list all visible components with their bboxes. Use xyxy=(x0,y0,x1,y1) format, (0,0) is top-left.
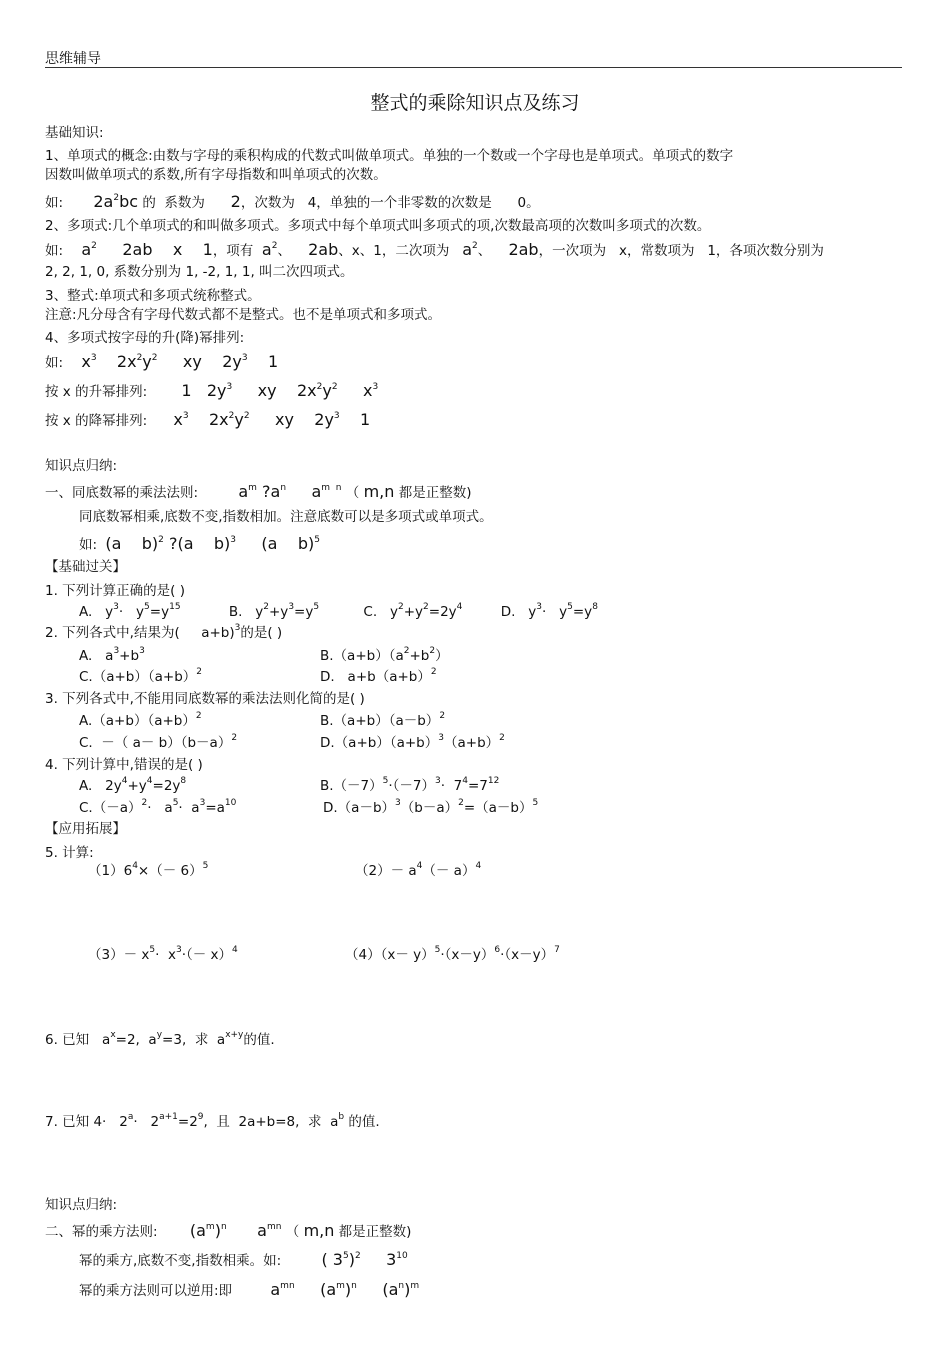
example-prefix: 如: xyxy=(45,195,64,211)
question-7: 7. 已知 $4\cdot 2^a\cdot 2^{a+1}=2^9$, 且 2a+b=8, 求 $a^b$ 的值. xyxy=(45,1112,380,1130)
example-prefix: 如: xyxy=(45,243,64,259)
question-2-option-d: D. $a+b(a+b)^2$ xyxy=(320,667,437,685)
basic-section-heading: 【基础过关】 xyxy=(45,559,126,575)
question-4: 4. 下列计算中,错误的是( ) xyxy=(45,757,203,773)
polynomial-definition: 2、多项式:几个单项式的和叫做多项式。多项式中每个单项式叫多项式的项,次数最高项的次数叫多项式的次数。 xyxy=(45,218,711,234)
question-1: 1. 下列计算正确的是( ) xyxy=(45,583,185,599)
product-rule-description: 同底数幂相乘,底数不变,指数相加。注意底数可以是多项式或单项式。 xyxy=(79,509,493,525)
descending-order: 按 x 的降幂排列: $x^3$ $2x^2y^2$ xy $2y^3$ 1 xyxy=(45,410,371,429)
ordering-heading: 4、多项式按字母的升(降)幂排列: xyxy=(45,330,245,346)
question-4-option-a: A. $2y^4+y^4=2y^8$ xyxy=(79,776,187,794)
question-5-part-1: $(1)6^4\times(- 6)^5$ xyxy=(88,861,209,879)
power-rule: 二、幂的乘方法则: $(a^m)^n$ $a^{mn}$ （ m,n 都是正整数) xyxy=(45,1221,412,1240)
question-4-option-c: $C.(-a)^2\cdot a^5\cdot a^3=a^{10}$ xyxy=(79,798,237,816)
summary-heading-2: 知识点归纳: xyxy=(45,1197,118,1213)
question-3-option-b: $B.(a+b)(a-b)^2$ xyxy=(320,711,446,729)
header-divider xyxy=(45,67,902,68)
question-2-option-b: $B.(a+b)(a^2+b^2)$ xyxy=(320,646,449,664)
product-rule: 一、同底数幂的乘法法则: $a^m$ $?a^n$ $a^{m n}$ （ m,n 都是正整数) xyxy=(45,482,472,501)
question-2: 2. 下列各式中,结果为( a+b)$^3$的是( ) xyxy=(45,623,283,641)
page-header-label: 思维辅导 xyxy=(45,51,101,67)
note-line: 注意:凡分母含有字母代数式都不是整式。也不是单项式和多项式。 xyxy=(45,307,442,323)
integral-definition: 3、整式:单项式和多项式统称整式。 xyxy=(45,288,261,304)
question-5-part-2: $(2)- a^4(- a)^4$ xyxy=(355,861,482,879)
power-rule-description: 幂的乘方,底数不变,指数相乘。如: ( $3^5)^2$ $3^{10}$ xyxy=(79,1250,408,1269)
question-3-option-a: $A.(a+b)(a+b)^2$ xyxy=(79,711,202,729)
basics-heading: 基础知识: xyxy=(45,125,104,141)
product-rule-example: 如: (a b)$^2$ ?(a b)$^3$ (a b)$^5$ xyxy=(79,534,320,553)
polynomial-example-line2: 2, 2, 1, 0, 系数分别为 1, -2, 1, 1, 叫二次四项式。 xyxy=(45,264,354,280)
question-5-part-3: $(3)- x^5\cdot x^3\cdot(- x)^4$ xyxy=(88,945,238,963)
ordering-example: 如: $x^3$ $2x^2y^2$ xy $2y^3$ 1 xyxy=(45,352,279,371)
question-3-option-c: C. －（ $a- b)(b-a)^2$ xyxy=(79,733,238,751)
document-title: 整式的乘除知识点及练习 xyxy=(370,92,580,114)
question-4-option-d: $D.(a-b)^3(b-a)^2=(a-b)^5$ xyxy=(323,798,539,816)
question-5-part-4: $(4)(x- y)^5\cdot(x-y)^6\cdot(x-y)^7$ xyxy=(345,945,560,963)
question-5: 5. 计算: xyxy=(45,845,94,861)
monomial-expression: $2a^2bc$ xyxy=(93,192,139,211)
polynomial-example-line1: 如: $a^2$ 2ab x 1，项有 $a^2$、 2ab、x、1，二次项为 $a^2$、 2ab，一次项为 x，常数项为 1，各项次数分别为 xyxy=(45,240,824,259)
summary-heading-1: 知识点归纳: xyxy=(45,458,118,474)
question-3: 3. 下列各式中,不能用同底数幂的乘法法则化简的是( ) xyxy=(45,691,365,707)
question-3-option-d: $D.(a+b)(a+b)^3(a+b)^2$ xyxy=(320,733,505,751)
question-4-option-b: $B.(-7)^5\cdot(-7)^3\cdot 7^4=7^{12}$ xyxy=(320,776,500,794)
ascending-order: 按 x 的升幂排列: 1 $2y^3$ xy $2x^2y^2$ $x^3$ xyxy=(45,381,379,400)
question-2-option-c: $C.(a+b)(a+b)^2$ xyxy=(79,667,203,685)
monomial-definition-line2: 因数叫做单项式的系数,所有字母指数和叫单项式的次数。 xyxy=(45,167,387,183)
power-rule-inverse: 幂的乘方法则可以逆用:即 $a^{mn}$ $(a^m)^n$ $(a^n)^m$ xyxy=(79,1280,420,1299)
monomial-definition-line1: 1、单项式的概念:由数与字母的乘积构成的代数式叫做单项式。单独的一个数或一个字母也是单项式。单项式的数字 xyxy=(45,148,734,164)
monomial-example: 如: $2a^2bc$ 的 系数为 2，次数为 4，单独的一个非零数的次数是 0。 xyxy=(45,192,540,211)
question-2-option-a: A. $a^3+b^3$ xyxy=(79,646,145,664)
apply-section-heading: 【应用拓展】 xyxy=(45,821,126,837)
question-6: 6. 已知 $a^x=2$, $a^y=3$, 求 $a^{x+y}$的值. xyxy=(45,1030,275,1048)
question-1-options: A. $y^3\cdot y^5=y^{15}$ B. $y^2+y^3=y^5$ C. $y^2+y^2=2y^4$ D. $y^3\cdot y^5=y^8$ xyxy=(79,602,598,620)
